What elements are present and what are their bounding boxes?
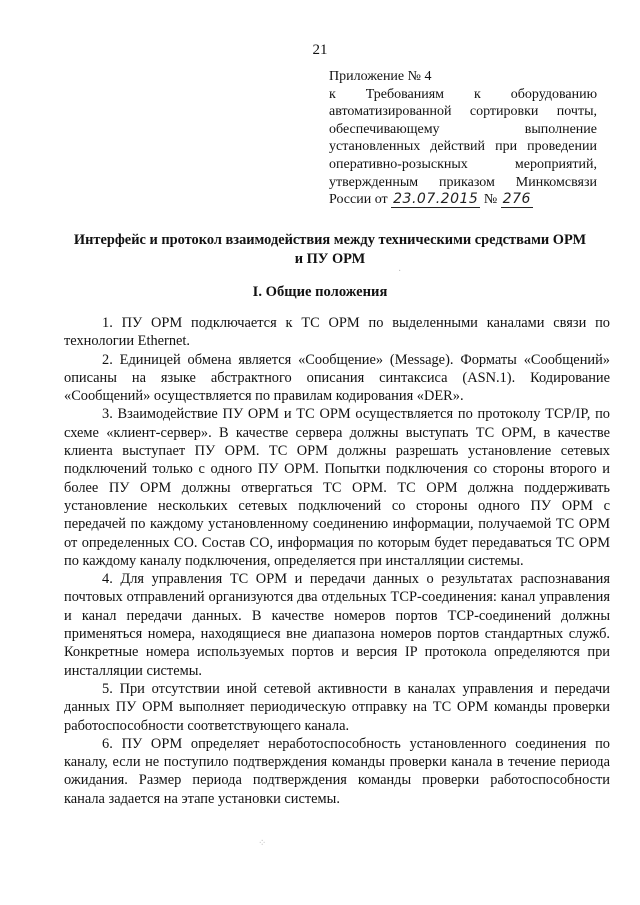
appendix-line-6 [329,156,597,174]
document-title-line-2: и ПУ ОРМ [294,251,366,267]
appendix-date-prefix: России от [329,192,388,208]
appendix-word: выполнение [524,121,597,137]
paragraph-4: 4. Для управления ТС ОРМ и передачи данных о результатах распознавания почтовых отправлений организуются два отдельных TCP-соединения: канал управления и канал передачи данных. В качестве номеров портов TCP-соединений должны применяться номера, находящиеся вне диапазона номеров портов стандартных служб. Конкретные номера используемых портов и версия IP протокола определяются при инсталляции системы. [64,571,610,679]
appendix-title: Приложение № 4 [329,69,432,84]
paragraph-1: 1. ПУ ОРМ подключается к ТС ОРМ по выделенными каналами связи по технологии Еthernet. [64,315,610,350]
document-title [60,231,600,269]
document-title-line-1: Интерфейс и протокол взаимодействия между техническими средствами ОРМ [73,232,587,248]
appendix-line-5: установленных действий при проведении [329,139,597,155]
appendix-line-8 [329,191,597,209]
paragraph-5: 5. При отсутствии иной сетевой активности в каналах управления и передачи данных ПУ ОРМ выполняет периодическую отправку на ТС ОРМ команды проверки работоспособности соответствующего канала. [64,680,610,734]
section-heading: I. Общие положения [252,284,388,300]
appendix-word: мероприятий, [514,156,597,172]
paragraph-3: 3. Взаимодействие ПУ ОРМ и ТС ОРМ осуществляется по протоколу TCP/IP, по схеме «клиент-сервер». В качестве сервера должны выступать ТС ОРМ, в качестве клиента выступает ПУ ОРМ. ТС ОРМ должны разрешать установление сетевых подключений только с одного ПУ ОРМ. Попытки подключения со стороны второго и более ПУ ОРМ должны отвергаться ТС ОРМ. ТС ОРМ должна поддерживать установление нескольких сетевых подключений со стороны одного ПУ ОРМ с передачей по каждому установленному соединению информации, получаемой ТС ОРМ от определенных СО. Состав СО, информация по которым будет передаваться ТС ОРМ по каждому каналу подключения, определяется при инсталляции системы. [64,406,610,569]
appendix-word: к [474,86,481,102]
appendix-line-7: утвержденным приказом Минкомсвязи [329,174,597,190]
scan-speck: ⁘ [258,838,267,849]
appendix-word: оборудованию [510,86,598,102]
appendix-number-prefix: № [483,192,498,208]
appendix-word: Требованиям [365,86,445,102]
body-text [64,314,610,808]
paragraph-2: 2. Единицей обмена является «Сообщение» (Message). Форматы «Сообщений» описаны на языке абстрактного описания синтаксиса (ASN.1). Кодирование «Сообщений» осуществляется по правилам кодирования «DER». [64,351,610,405]
appendix-block [329,68,597,209]
handwritten-date: 23.07.2015 [393,191,479,208]
appendix-line-3: автоматизированной сортировки почты, [329,104,597,120]
handwritten-number: 276 [502,191,531,208]
appendix-word: к [329,86,336,102]
scan-speck: · [398,266,402,277]
appendix-line-2 [329,86,597,104]
appendix-word: обеспечивающему [329,121,440,137]
appendix-word: оперативно-розыскных [329,156,468,172]
page-number: 21 [312,42,328,58]
appendix-line-4 [329,121,597,139]
paragraph-6: 6. ПУ ОРМ определяет неработоспособность установленного соединения по каналу, если не поступило подтверждения команды проверки канала в течение периода ожидания. Размер периода подтверждения команды проверки работоспособности канала задается на этапе установки системы. [64,735,610,807]
